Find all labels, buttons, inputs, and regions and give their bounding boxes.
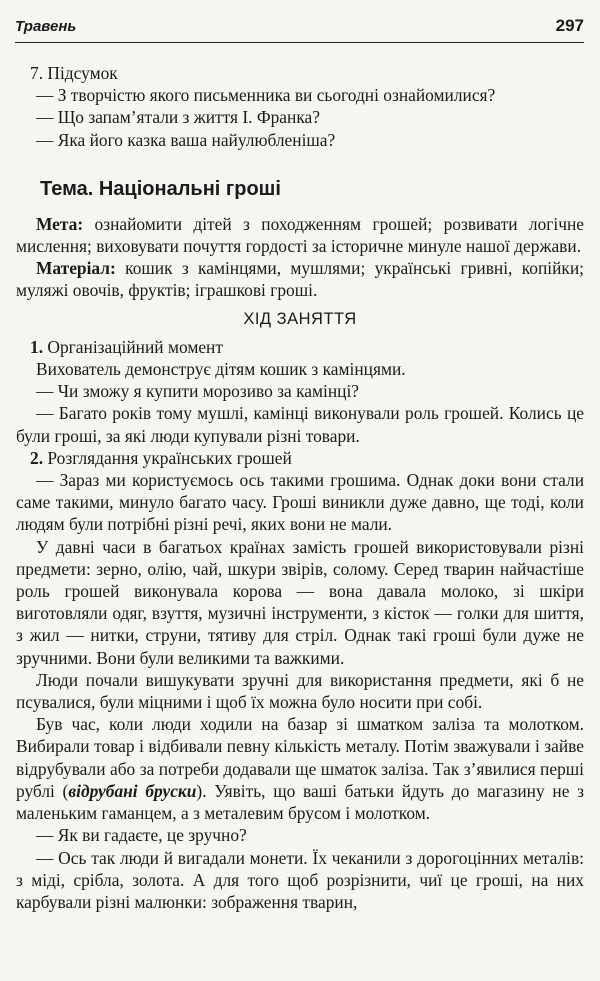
step1-title: Організаційний момент <box>47 336 223 357</box>
step1-line-1: Вихователь демонструє дітям кошик з камінцями. <box>36 359 406 380</box>
topic-title: Національні гроші <box>98 177 281 200</box>
step2-paragraph-2: У давні часи в багатьох країнах замість грошей використовували різні предмети: зерно, олію, чай, шкури звірів, солому. Серед тварин найчастіше роль грошей виконувала корова — вона давала молоко, зі шкіри виготовляли одяг, взуття, музичні інструменти, з кісток — голки для шиття, з жил — нитки, струни, тятиву для стріл. Однак такі гроші були дуже не зручними. Вони були великими та важкими. <box>16 536 584 668</box>
step2-paragraph-5: — Ось так люди й вигадали монети. Їх чеканили з дорогоцінних металів: з міді, срібла, золота. А для того щоб розрізнити, чиї це гроші, на них карбували різні малюнки: зображення тварин, <box>16 847 584 912</box>
step2-question: — Як ви гадаєте, це зручно? <box>36 825 247 846</box>
lesson-heading: ХІД ЗАНЯТТЯ <box>243 309 357 328</box>
summary-question-2: — Що запам’ятали з життя І. Франка? <box>36 107 320 128</box>
summary-number: 7. <box>30 63 44 83</box>
material-text: кошик з камінцями, мушлями; українські гривні, копійки; муляжі овочів, фруктів; іграшкові гроші. <box>16 258 584 301</box>
step2-paragraph-3: Люди почали вишукувати зручні для використання предмети, які б не псувалися, були міцними і щоб їх можна було носити при собі. <box>16 669 584 713</box>
summary-heading <box>16 62 584 84</box>
step1-number: 1. <box>30 336 44 357</box>
topic-heading <box>40 177 584 201</box>
summary-question-1: — З творчістю якого письменника ви сьогодні ознайомилися? <box>36 85 496 106</box>
summary-title: Підсумок <box>47 63 118 83</box>
step2-italic-term: відрубані бруски <box>68 780 197 801</box>
goal-text: ознайомити дітей з походженням грошей; розвивати логічне мислення; виховувати почуття гордості за історичне минуле нашої держави. <box>16 213 584 257</box>
step2-paragraph-4-start: Був час, коли люди ходили на базар зі шматком заліза та молотком. Вибирали товар і відбивали певну кількість металу. Потім зважували і зайве відрубували або за потреби додавали ще шматок заліза. Так з’явилися перші рублі ( <box>16 714 584 801</box>
summary-question-3: — Яка його казка ваша найулюбленіша? <box>36 129 336 150</box>
running-title: Травень <box>15 18 77 35</box>
topic-label: Тема. <box>40 177 94 200</box>
goal-paragraph <box>16 213 584 257</box>
page-content <box>16 62 584 913</box>
step1-line-2: — Чи зможу я купити морозиво за камінці? <box>36 381 359 402</box>
page-number: 297 <box>555 16 584 35</box>
material-paragraph <box>16 257 584 301</box>
material-label: Матеріал: <box>36 258 116 279</box>
step2-heading <box>16 447 584 469</box>
page-header <box>15 16 584 43</box>
step1-heading <box>16 336 584 358</box>
goal-label: Мета: <box>36 213 84 234</box>
step2-paragraph-4 <box>16 713 584 824</box>
step1-line-3: — Багато років тому мушлі, камінці виконували роль грошей. Колись це були гроші, за які люди купували різні товари. <box>16 403 584 446</box>
step2-paragraph-1: — Зараз ми користуємось ось такими грошима. Однак доки вони стали саме такими, минуло багато часу. Гроші виникли дуже давно, ще тоді, коли людям були потрібні різні речі, яких вони не мали. <box>16 470 584 535</box>
step2-paragraph-4-end: ). Уявіть, що ваші батьки йдуть до магазину не з маленьким гаманцем, а з металевим брусом і молотком. <box>16 780 584 824</box>
step2-number: 2. <box>30 447 44 468</box>
step2-title: Розглядання українських грошей <box>47 447 292 468</box>
